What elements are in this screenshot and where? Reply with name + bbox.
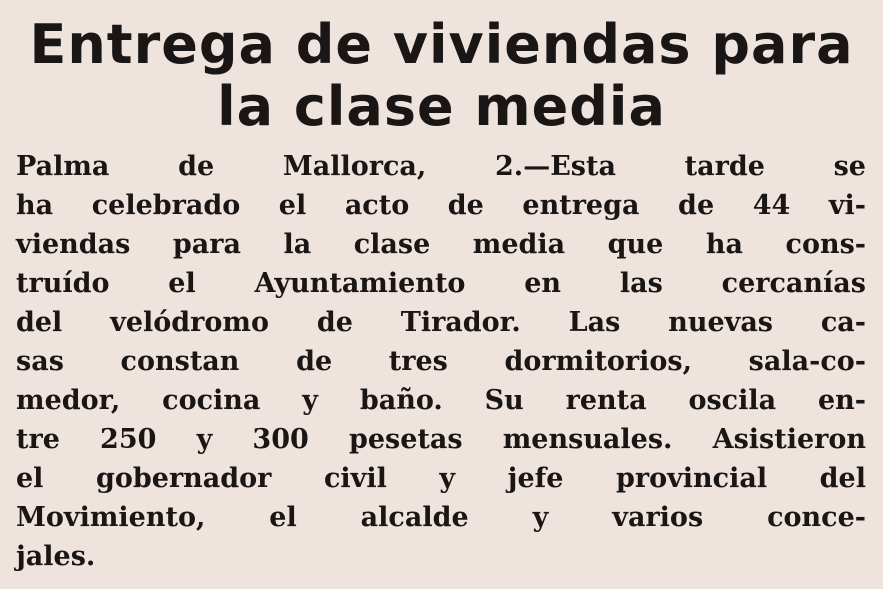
article-line-6: sas constan de tres dormitorios, sala-co- [16,346,866,377]
article-line-10: Movimiento, el alcalde y varios conce- [16,502,866,533]
article-line-3: viendas para la clase media que ha cons- [16,229,866,260]
article-line-8: tre 250 y 300 pesetas mensuales. Asistieron [16,424,866,455]
article-line-4: truído el Ayuntamiento en las cercanías [16,268,866,299]
article-line-11: jales. [16,541,96,572]
headline-line-2: la clase media [217,75,666,138]
article-line-5: del velódromo de Tirador. Las nuevas ca- [16,307,866,338]
article-line-7: medor, cocina y baño. Su renta oscila en- [16,385,866,416]
article-line-2: ha celebrado el acto de entrega de 44 vi- [16,190,866,221]
article-line-1: Palma de Mallorca, 2.—Esta tarde se [16,151,866,182]
headline [0,14,883,138]
article-line-9: el gobernador civil y jefe provincial del [16,463,866,494]
headline-line-1: Entrega de viviendas para [29,13,854,76]
